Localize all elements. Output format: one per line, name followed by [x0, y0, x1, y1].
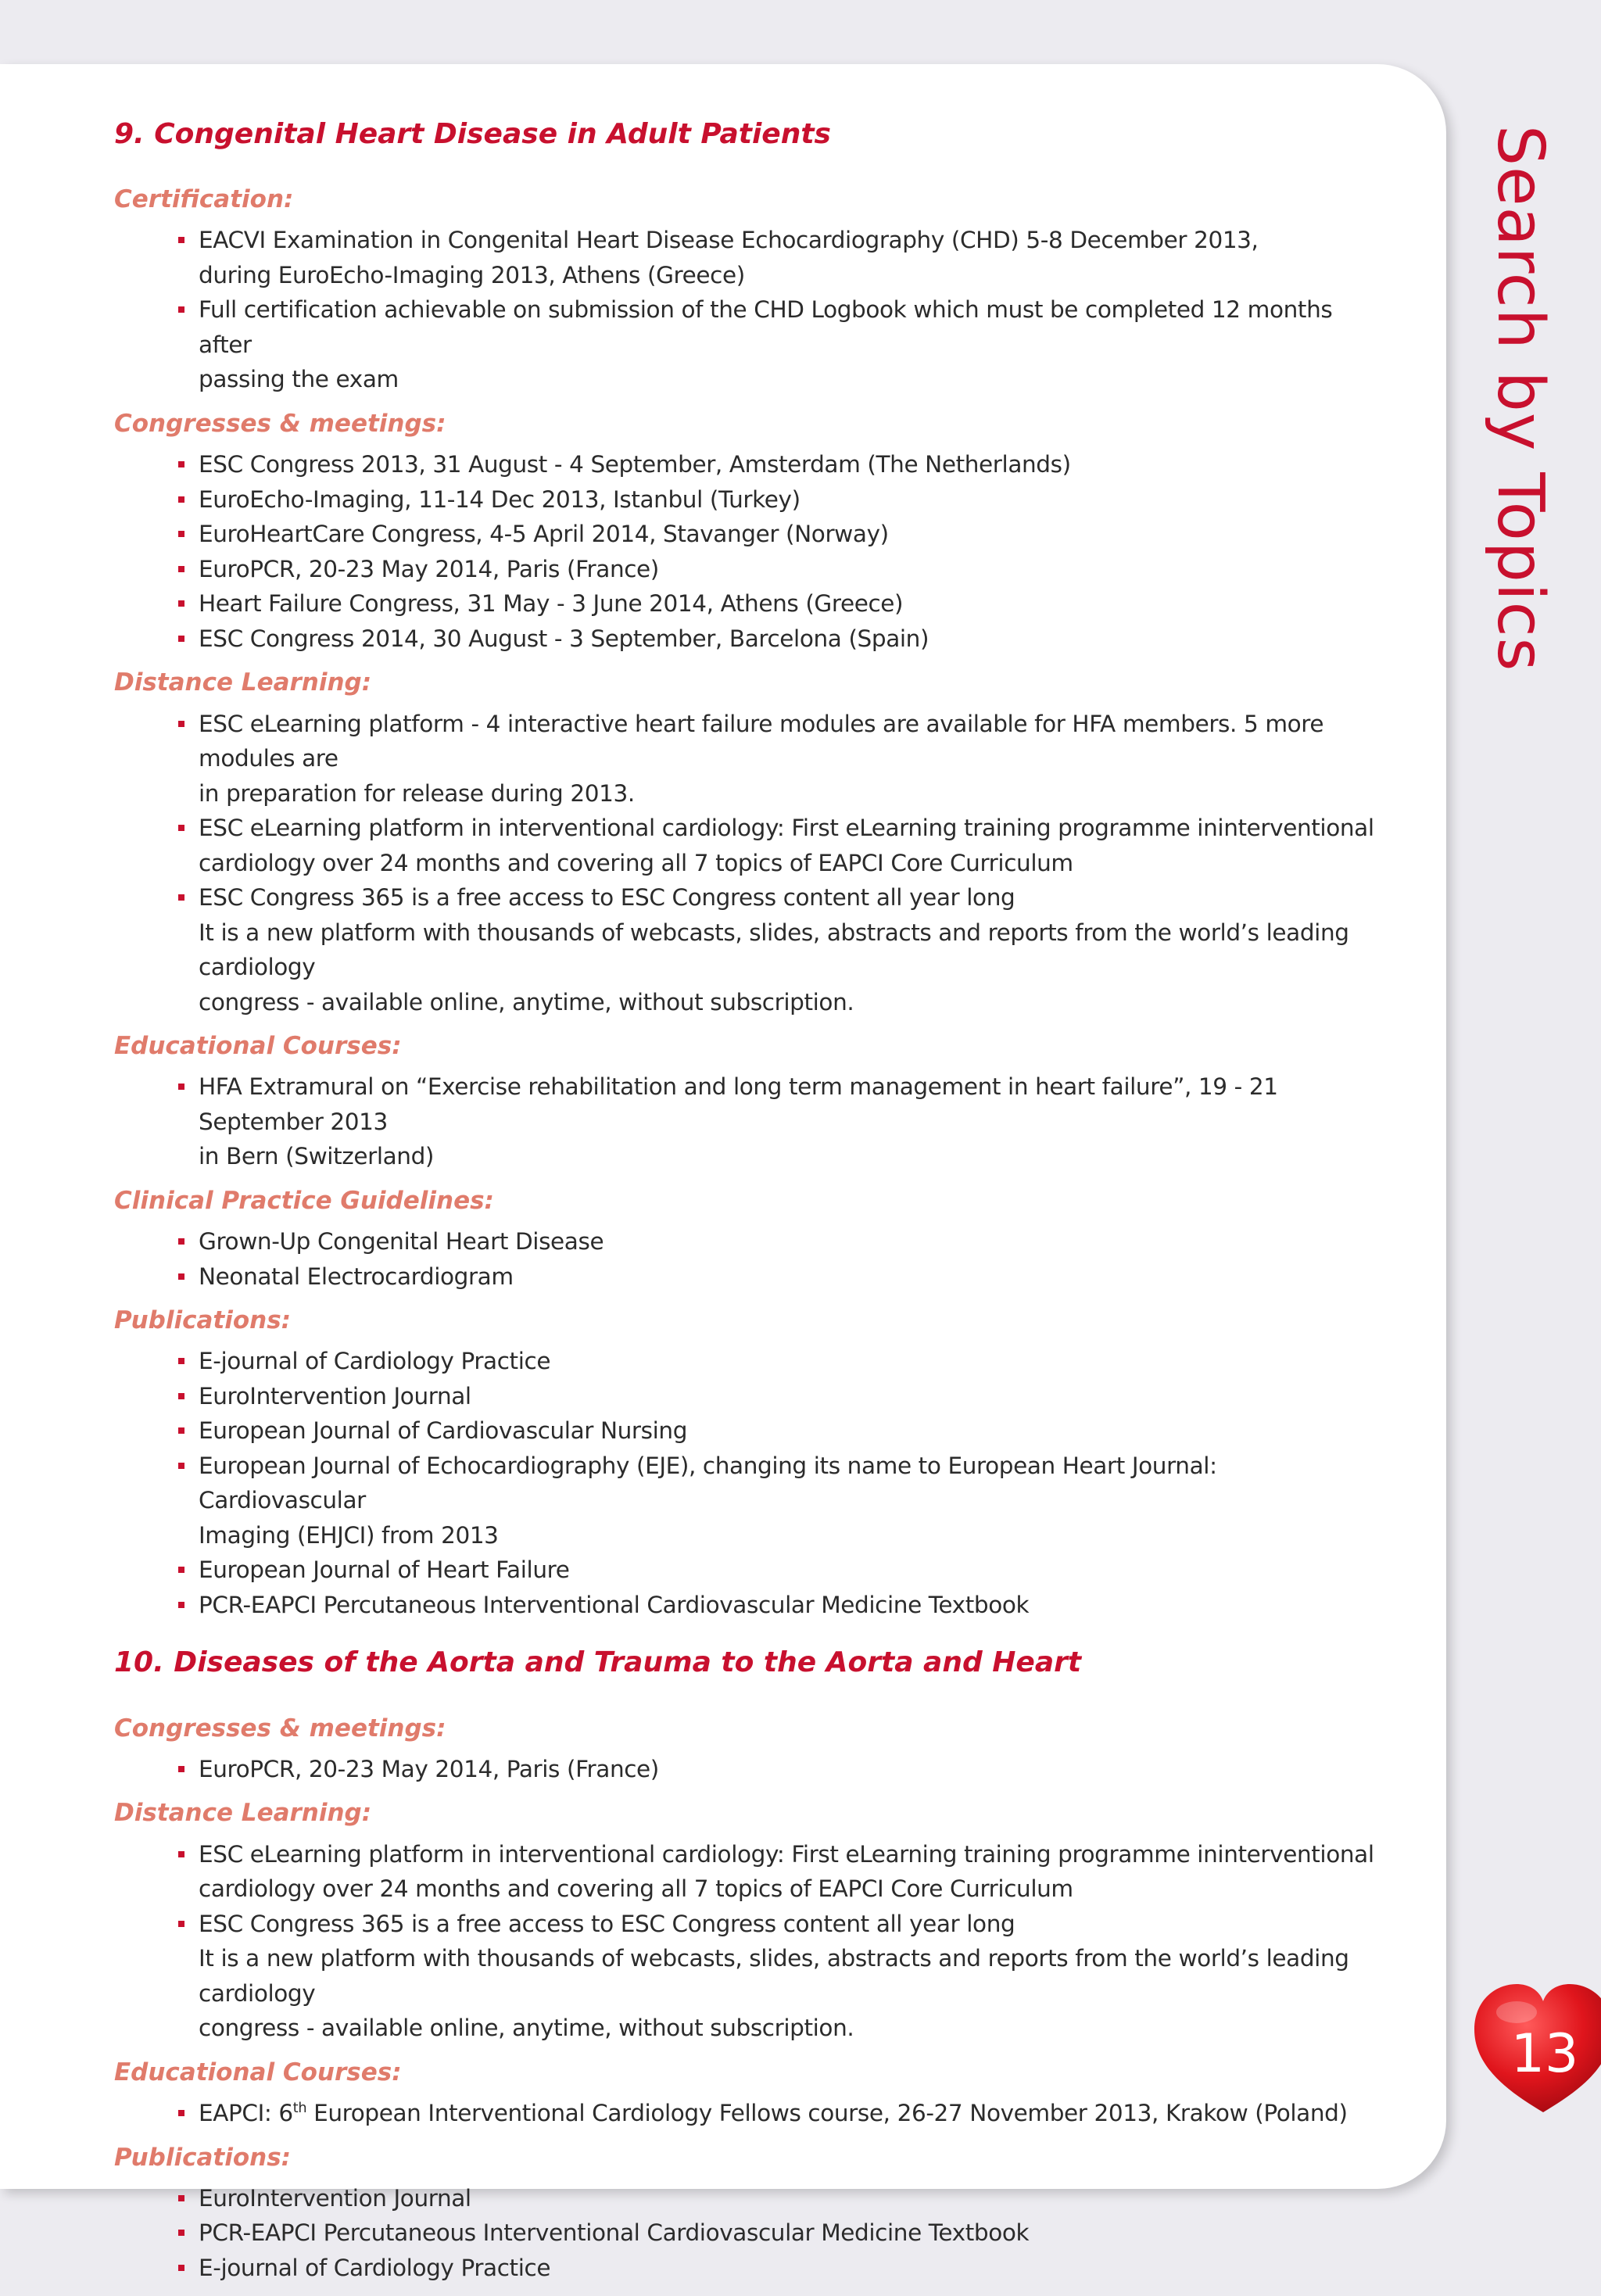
page-number: 13: [1510, 2023, 1579, 2085]
list-item-line: congress - available online, anytime, without subscription.: [199, 2015, 854, 2042]
bullet-list: [114, 1837, 1381, 2046]
list-item: [199, 1413, 1381, 1449]
list-item: [199, 223, 1381, 292]
list-item-line: ESC Congress 2013, 31 August - 4 September, Amsterdam (The Netherlands): [199, 451, 1071, 478]
list-item-line: PCR-EAPCI Percutaneous Interventional Cardiovascular Medicine Textbook: [199, 2219, 1030, 2247]
list-item-line: European Journal of Heart Failure: [199, 1556, 570, 1584]
section-heading-publications: Publications:: [114, 2143, 292, 2172]
section-heading-clinical-practice-guidelines: Clinical Practice Guidelines:: [114, 1186, 494, 1215]
list-item-line: during EuroEcho-Imaging 2013, Athens (Greece): [199, 261, 745, 288]
list-item-line: ESC Congress 2014, 30 August - 3 September, Barcelona (Spain): [199, 625, 929, 652]
list-item-line: It is a new platform with thousands of webcasts, slides, abstracts and reports from the world’s leading cardiology: [199, 1945, 1349, 2007]
section-heading-distance-learning: Distance Learning:: [114, 668, 372, 697]
list-item-line: ESC Congress 365 is a free access to ESC Congress content all year long: [199, 1910, 1015, 1937]
list-item: [199, 1379, 1381, 1414]
list-item-line: cardiology over 24 months and covering all 7 topics of EAPCI Core Curriculum: [199, 849, 1073, 876]
list-item-line: ESC Congress 365 is a free access to ESC Congress content all year long: [199, 884, 1015, 912]
list-item-line: EuroPCR, 20-23 May 2014, Paris (France): [199, 555, 659, 582]
section-heading-distance-learning: Distance Learning:: [114, 1799, 372, 1828]
list-item-line: EuroIntervention Journal: [199, 1382, 471, 1409]
section-heading-educational-courses: Educational Courses:: [114, 2058, 402, 2086]
list-item-line: congress - available online, anytime, without subscription.: [199, 988, 854, 1015]
bullet-list: [114, 1752, 1381, 1787]
list-item-line: Heart Failure Congress, 31 May - 3 June 2014, Athens (Greece): [199, 590, 904, 618]
side-label: Search by Topics: [1483, 125, 1557, 672]
list-item-line: ESC eLearning platform in interventional cardiology: First eLearning training programme ininterventional: [199, 815, 1374, 842]
list-item: [199, 1224, 1381, 1259]
list-item-line: EuroHeartCare Congress, 4-5 April 2014, Stavanger (Norway): [199, 521, 889, 548]
list-item-line: ESC eLearning platform - 4 interactive heart failure modules are available for HFA members. 5 more modules are: [199, 710, 1324, 772]
bullet-list: [114, 707, 1381, 1020]
topic-title: 10. Diseases of the Aorta and Trauma to the Aorta and Heart: [114, 1646, 1082, 1679]
list-item-line: European Journal of Cardiovascular Nursing: [199, 1417, 688, 1445]
list-item: [199, 1449, 1381, 1553]
section-heading-educational-courses: Educational Courses:: [114, 1032, 402, 1061]
list-item-line: European Journal of Echocardiography (EJE), changing its name to European Heart Journal: Cardiovascular: [199, 1452, 1217, 1514]
list-item: [199, 2251, 1381, 2286]
list-item: [199, 2096, 1381, 2131]
list-item: [199, 1069, 1381, 1174]
list-item: [199, 1588, 1381, 1623]
bullet-list: [114, 447, 1381, 656]
list-item-line: EuroIntervention Journal: [199, 2184, 471, 2212]
list-item-line: E-journal of Cardiology Practice: [199, 1348, 551, 1375]
list-item-line: in Bern (Switzerland): [199, 1143, 435, 1170]
bullet-list: [114, 2181, 1381, 2286]
bullet-list: [114, 223, 1381, 397]
list-item: [199, 1553, 1381, 1588]
list-item: [199, 707, 1381, 811]
list-item-line: in preparation for release during 2013.: [199, 779, 635, 807]
bullet-list: [114, 1344, 1381, 1622]
list-item-line: HFA Extramural on “Exercise rehabilitation and long term management in heart failure”, 19 - 21 September 2013: [199, 1073, 1278, 1135]
list-item: [199, 1259, 1381, 1295]
list-item: [199, 1907, 1381, 2046]
section-heading-certification: Certification:: [114, 185, 294, 214]
list-item-line: Imaging (EHJCI) from 2013: [199, 1521, 499, 1549]
list-item-line: Neonatal Electrocardiogram: [199, 1263, 514, 1290]
list-item: [199, 482, 1381, 518]
page-content: [114, 117, 1381, 2296]
list-item: [199, 621, 1381, 657]
list-item: [199, 1752, 1381, 1787]
bullet-list: [114, 1224, 1381, 1294]
list-item: [199, 2181, 1381, 2216]
list-item: [199, 552, 1381, 587]
list-item: [199, 517, 1381, 552]
list-item-line: Grown-Up Congenital Heart Disease: [199, 1228, 604, 1255]
list-item-line: Full certification achievable on submission of the CHD Logbook which must be completed 12 months after: [199, 296, 1333, 358]
list-item-line: ESC eLearning platform in interventional cardiology: First eLearning training programme ininterventional: [199, 1840, 1374, 1868]
list-item: [199, 811, 1381, 880]
list-item: [199, 586, 1381, 621]
list-item: [199, 1344, 1381, 1379]
list-item-line: passing the exam: [199, 366, 399, 393]
list-item-line: It is a new platform with thousands of webcasts, slides, abstracts and reports from the world’s leading cardiology: [199, 919, 1349, 981]
list-item: [199, 1837, 1381, 1907]
list-item-line: EAPCI: 6th European Interventional Cardiology Fellows course, 26-27 November 2013, Krakow (Poland): [199, 2100, 1348, 2127]
list-item-line: cardiology over 24 months and covering all 7 topics of EAPCI Core Curriculum: [199, 1875, 1073, 1903]
section-heading-congresses-meetings: Congresses & meetings:: [114, 409, 446, 438]
topic-title: 9. Congenital Heart Disease in Adult Patients: [114, 118, 831, 150]
list-item: [199, 880, 1381, 1019]
section-heading-congresses-meetings: Congresses & meetings:: [114, 1714, 446, 1743]
bullet-list: [114, 1069, 1381, 1174]
section-heading-publications: Publications:: [114, 1306, 292, 1335]
list-item-line: EuroPCR, 20-23 May 2014, Paris (France): [199, 1755, 659, 1782]
ordinal-suffix: th: [292, 2101, 307, 2117]
topic-1: [114, 117, 1381, 1622]
bullet-list: [114, 2096, 1381, 2131]
list-item: [199, 447, 1381, 482]
list-item-line: EACVI Examination in Congenital Heart Disease Echocardiography (CHD) 5-8 December 2013,: [199, 227, 1259, 254]
topic-2: [114, 1646, 1381, 2285]
list-item-line: EuroEcho-Imaging, 11-14 Dec 2013, Istanbul (Turkey): [199, 485, 800, 513]
list-item: [199, 292, 1381, 397]
list-item-line: PCR-EAPCI Percutaneous Interventional Cardiovascular Medicine Textbook: [199, 1591, 1030, 1618]
list-item-line: E-journal of Cardiology Practice: [199, 2254, 551, 2281]
list-item: [199, 2215, 1381, 2251]
